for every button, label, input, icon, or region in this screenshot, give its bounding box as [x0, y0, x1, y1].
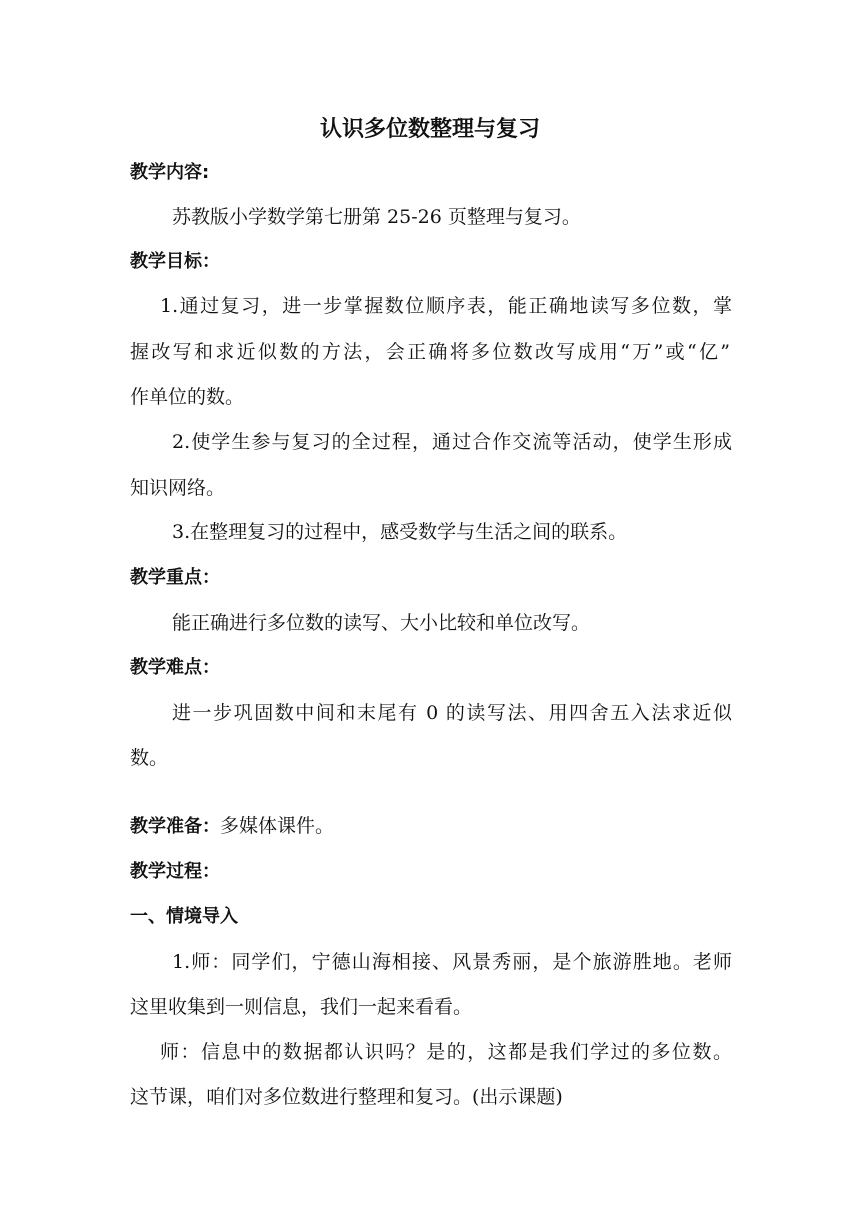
goal-1-line-1: 1.通过复习，进一步掌握数位顺序表，能正确地读写多位数，掌	[160, 295, 732, 317]
goal-2-line-2: 知识网络。	[130, 477, 226, 499]
key-points-text: 能正确进行多位数的读写、大小比较和单位改写。	[172, 612, 591, 634]
teaching-content-text: 苏教版小学数学第七册第 25-26 页整理与复习。	[172, 206, 581, 228]
goal-1-line-3: 作单位的数。	[130, 386, 245, 408]
difficulties-line-1: 进一步巩固数中间和末尾有 0 的读写法、用四舍五入法求近似	[172, 702, 732, 724]
difficulties-heading: 教学难点：	[130, 657, 220, 678]
page-title: 认识多位数整理与复习	[319, 117, 540, 142]
teaching-content-heading: 教学内容:	[130, 162, 210, 183]
part-1-heading: 一、情境导入	[130, 906, 238, 927]
goal-3-line-1: 3.在整理复习的过程中，感受数学与生活之间的联系。	[172, 521, 628, 543]
process-heading: 教学过程：	[130, 861, 220, 882]
goal-1-line-2: 握改写和求近似数的方法，会正确将多位数改写成用“万”或“亿”	[130, 341, 730, 363]
difficulties-line-2: 数。	[130, 747, 169, 769]
teaching-goals-heading: 教学目标：	[130, 251, 220, 272]
goal-2-line-1: 2.使学生参与复习的全过程，通过合作交流等活动，使学生形成	[172, 431, 732, 453]
process-paragraph-2-line-2: 这节课，咱们对多位数进行整理和复习。(出示课题)	[130, 1086, 563, 1108]
preparation-text: 多媒体课件。	[220, 815, 335, 837]
preparation-heading: 教学准备：	[130, 816, 220, 837]
process-paragraph-1-line-1: 1.师：同学们，宁德山海相接、风景秀丽，是个旅游胜地。老师	[172, 951, 732, 973]
preparation-line	[130, 814, 730, 839]
key-points-heading: 教学重点：	[130, 567, 220, 588]
process-paragraph-2-line-1: 师：信息中的数据都认识吗？是的，这都是我们学过的多位数。	[160, 1041, 732, 1063]
process-paragraph-1-line-2: 这里收集到一则信息，我们一起来看看。	[130, 996, 473, 1018]
